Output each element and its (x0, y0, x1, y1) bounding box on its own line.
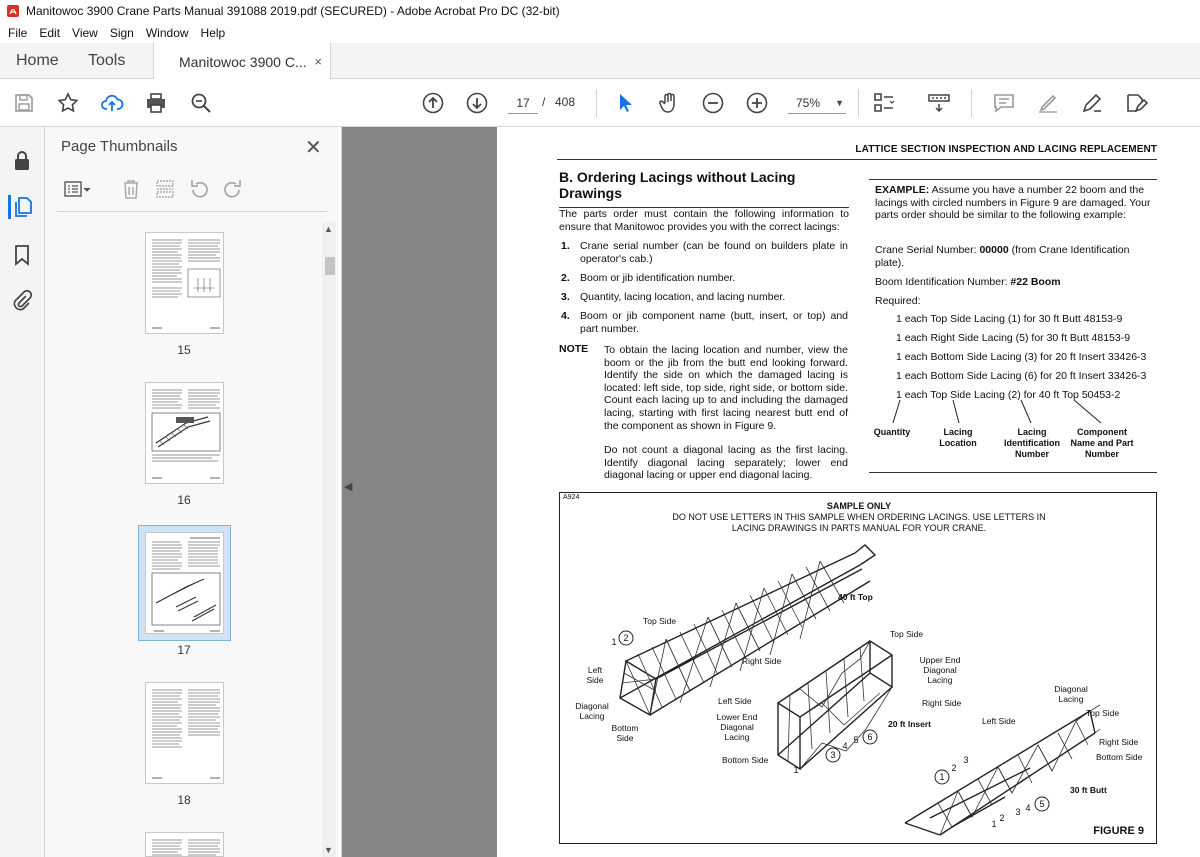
page-thumbnails-panel (45, 127, 342, 857)
required-label: Required: (875, 295, 921, 307)
label-bottom-side-insert: Bottom Side (722, 755, 769, 765)
required-line: 1 each Top Side Lacing (1) for 30 ft Butt 48153-9 (896, 313, 1123, 325)
circled-number-1: 1 (939, 772, 945, 782)
boom-label: Boom Identification Number: (875, 276, 1011, 288)
label-bottom-side: Bottom Side (611, 723, 639, 743)
label-upper-end-diagonal: Upper End Diagonal Lacing (919, 655, 961, 685)
toolbar (0, 79, 1200, 127)
previous-page-icon[interactable] (421, 91, 445, 115)
required-line: 1 each Bottom Side Lacing (3) for 20 ft Insert 33426-3 (896, 351, 1147, 363)
note-label: NOTE (559, 343, 589, 355)
menu-help[interactable]: Help (200, 25, 226, 40)
lacing-number-3b: 3 (963, 755, 969, 765)
circled-number-2: 2 (623, 633, 629, 643)
list-item-text: Quantity, lacing location, and lacing number. (580, 291, 786, 303)
extract-pages-icon[interactable] (153, 177, 177, 201)
pdf-page (497, 127, 1200, 857)
circled-number-3: 3 (830, 750, 836, 760)
zoom-in-icon[interactable] (745, 91, 769, 115)
highlight-pen-icon[interactable] (1036, 91, 1060, 115)
tab-home[interactable]: Home (16, 52, 59, 69)
bookmark-star-icon[interactable] (56, 91, 80, 115)
label-20ft-insert: 20 ft Insert (888, 719, 931, 729)
example-intro (875, 184, 1153, 222)
label-left-side: Left Side (586, 665, 604, 685)
comment-icon[interactable] (992, 91, 1016, 115)
column-label-location: Lacing Location (939, 427, 977, 448)
rotate-counterclockwise-icon[interactable] (187, 177, 211, 201)
tab-close-icon[interactable]: × (314, 54, 322, 69)
crane-serial-line (875, 244, 1153, 269)
thumbnail-preview (146, 233, 224, 334)
menu-view[interactable]: View (72, 25, 98, 40)
thumbnail-label: 18 (177, 793, 191, 807)
select-cursor-icon[interactable] (613, 91, 637, 115)
figure-heading-line-3: LACING DRAWINGS IN PARTS MANUAL FOR YOUR CRANE. (731, 523, 987, 533)
thumbnail-options-icon[interactable] (61, 177, 85, 201)
thumbnail-tools (59, 177, 319, 203)
zoom-out-icon[interactable] (701, 91, 725, 115)
page-separator: / (542, 95, 546, 109)
toolbar-divider (596, 89, 597, 117)
required-line: 1 each Bottom Side Lacing (6) for 20 ft Insert 33426-3 (896, 370, 1147, 382)
lacing-number-1: 1 (611, 637, 617, 647)
zoom-level-value: 75% (796, 96, 821, 110)
fill-sign-icon[interactable] (1124, 91, 1148, 115)
example-lead: EXAMPLE: (875, 184, 930, 196)
menu-edit[interactable]: Edit (39, 25, 61, 40)
lattice-sections-drawing (560, 493, 1158, 845)
example-top-rule (869, 179, 1157, 180)
panel-close-icon[interactable]: ✕ (305, 137, 322, 159)
thumbnail-preview (146, 683, 224, 784)
column-label-id: Lacing Identification Number (1004, 427, 1060, 459)
boom-id-line (875, 276, 1153, 289)
page-thumbnail-15[interactable] (145, 232, 224, 334)
serial-label: Crane Serial Number: (875, 244, 980, 256)
tab-bar (0, 43, 1200, 79)
lock-icon[interactable] (10, 149, 34, 173)
note-paragraph-2: Do not count a diagonal lacing as the first lacing. Identify diagonal lacing separately; lower end diagonal lacing or upper end diagonal lacing. (604, 444, 848, 482)
page-thumbnails-icon[interactable] (8, 195, 32, 219)
label-top-side-insert: Top Side (890, 629, 924, 639)
collapse-panel-icon[interactable]: ◀ (344, 481, 353, 493)
lacing-number-4: 4 (842, 741, 848, 751)
label-lower-end-diagonal: Lower End Diagonal Lacing (716, 712, 758, 742)
scroll-up-icon[interactable]: ▲ (324, 224, 333, 234)
list-number: 3. (561, 291, 570, 303)
page-thumbnail-18[interactable] (145, 682, 224, 784)
column-label-component: Component Name and Part Number (1070, 427, 1134, 459)
scroll-down-icon[interactable]: ▼ (324, 845, 333, 855)
label-left-side-insert: Left Side (718, 696, 752, 706)
figure-heading-line-1: SAMPLE ONLY (826, 501, 892, 511)
page-header: LATTICE SECTION INSPECTION AND LACING REPLACEMENT (557, 144, 1157, 160)
delete-page-icon[interactable] (119, 177, 143, 201)
note-paragraph-1: To obtain the lacing location and number, view the boom or the jib from the butt end looking forward. Identify the side on which the damaged lacing is located: left side, top side, right side, or bottom side. Count each lacing up to and including the damaged lacing, starting with first lacing nearest butt end of the component as shown in Figure 9. (604, 344, 848, 432)
scroll-mode-icon[interactable] (927, 91, 951, 115)
figure-caption: FIGURE 9 (1093, 825, 1144, 837)
menu-window[interactable]: Window (145, 25, 189, 40)
menu-sign[interactable]: Sign (109, 25, 134, 40)
lacing-number-4c: 4 (1025, 803, 1031, 813)
tab-tools[interactable]: Tools (88, 52, 126, 69)
menu-file[interactable]: File (8, 25, 28, 40)
thumbnail-preview (146, 383, 224, 484)
example-bottom-rule (869, 472, 1157, 473)
label-top-side-butt: Top Side (1086, 708, 1120, 718)
label-bottom-side-butt: Bottom Side (1096, 752, 1143, 762)
left-rail (0, 127, 45, 857)
list-number: 1. (561, 240, 570, 252)
thumbnail-label: 16 (177, 493, 191, 507)
panel-title: Page Thumbnails (61, 138, 178, 155)
list-item-text: Crane serial number (can be found on builders plate in operator's cab.) (580, 240, 848, 265)
example-text: Assume you have a number 22 boom and the lacings with circled numbers in Figure 9 are damaged. Your parts order should be similar to the following example: (875, 184, 1151, 222)
thumbnail-preview (146, 833, 224, 857)
page-thumbnail-16[interactable] (145, 382, 224, 484)
label-top-side: Top Side (643, 616, 677, 626)
panel-divider (57, 211, 327, 212)
hand-pan-icon[interactable] (657, 91, 681, 115)
figure-heading-line-2: DO NOT USE LETTERS IN THIS SAMPLE WHEN ORDERING LACINGS. USE LETTERS IN (672, 512, 1046, 522)
lacing-number-2b: 2 (951, 763, 957, 773)
list-number: 2. (561, 272, 570, 284)
lacing-number-3c: 3 (1015, 807, 1021, 817)
required-line: 1 each Right Side Lacing (5) for 30 ft Butt 48153-9 (896, 332, 1131, 344)
zoom-level-select[interactable] (788, 92, 846, 114)
intro-paragraph: The parts order must contain the following information to ensure that Manitowoc provides you with the correct lacings: (559, 208, 849, 233)
title-bar (0, 0, 1200, 22)
label-30ft-butt: 30 ft Butt (1070, 785, 1107, 795)
label-left-side-butt: Left Side (982, 716, 1016, 726)
page-thumbnail-17[interactable] (145, 532, 224, 634)
print-icon[interactable] (144, 91, 168, 115)
attachments-paperclip-icon[interactable] (10, 289, 34, 313)
tab-document-label: Manitowoc 3900 C... (179, 53, 307, 70)
thumbnail-label: 15 (177, 343, 191, 357)
list-item-text: Boom or jib component name (butt, insert, or top) and part number. (580, 310, 848, 335)
label-diagonal-lacing: Diagonal Lacing (575, 701, 609, 721)
figure-9 (559, 492, 1157, 844)
menu-bar (0, 22, 1200, 43)
label-40ft-top: 40 ft Top (838, 592, 873, 602)
lacing-number-5: 5 (853, 735, 859, 745)
serial-value: 00000 (979, 244, 1009, 256)
label-right-side-insert: Right Side (922, 698, 962, 708)
upload-cloud-icon[interactable] (100, 91, 124, 115)
tab-document[interactable] (153, 43, 331, 80)
lacing-number-1b: 1 (793, 765, 799, 775)
acrobat-app-icon (6, 4, 20, 18)
label-diagonal-lacing-butt: Diagonal Lacing (1054, 684, 1088, 704)
circled-number-6: 6 (867, 732, 873, 742)
section-title: B. Ordering Lacings without Lacing Drawings (559, 169, 796, 201)
required-line: 1 each Top Side Lacing (2) for 40 ft Top 50453-2 (896, 389, 1121, 401)
figure-id: A924 (563, 494, 580, 501)
total-pages: 408 (555, 95, 576, 109)
toolbar-divider (858, 89, 859, 117)
page-thumbnail-19[interactable] (145, 832, 224, 857)
boom-value: #22 Boom (1010, 276, 1061, 288)
zoom-search-icon[interactable] (189, 91, 213, 115)
lacing-number-1c: 1 (991, 819, 997, 829)
list-item-text: Boom or jib identification number. (580, 272, 736, 284)
bookmarks-icon[interactable] (10, 243, 34, 267)
label-right-side: Right Side (742, 656, 782, 666)
next-page-icon[interactable] (465, 91, 489, 115)
lacing-number-2c: 2 (999, 813, 1005, 823)
page-display-icon[interactable] (872, 91, 896, 115)
serial-tail: (from Crane Identification plate). (875, 244, 1130, 269)
window-title: Manitowoc 3900 Crane Parts Manual 391088 2019.pdf (SECURED) - Adobe Acrobat Pro DC (32-bit) (26, 4, 560, 18)
list-number: 4. (561, 310, 570, 322)
label-right-side-butt: Right Side (1099, 737, 1139, 747)
draw-pen-icon[interactable] (1080, 91, 1104, 115)
thumbnail-preview (146, 533, 224, 634)
circled-number-5: 5 (1039, 799, 1045, 809)
chevron-down-icon: ▼ (835, 98, 844, 108)
current-page-input[interactable]: 17 (508, 92, 538, 114)
thumbnail-label: 17 (177, 643, 191, 657)
toolbar-divider (971, 89, 972, 117)
save-icon[interactable] (12, 91, 36, 115)
rotate-clockwise-icon[interactable] (221, 177, 245, 201)
column-label-quantity: Quantity (873, 427, 911, 437)
scrollbar-thumb[interactable] (325, 257, 335, 275)
thumbnail-scrollbar[interactable] (322, 222, 336, 857)
